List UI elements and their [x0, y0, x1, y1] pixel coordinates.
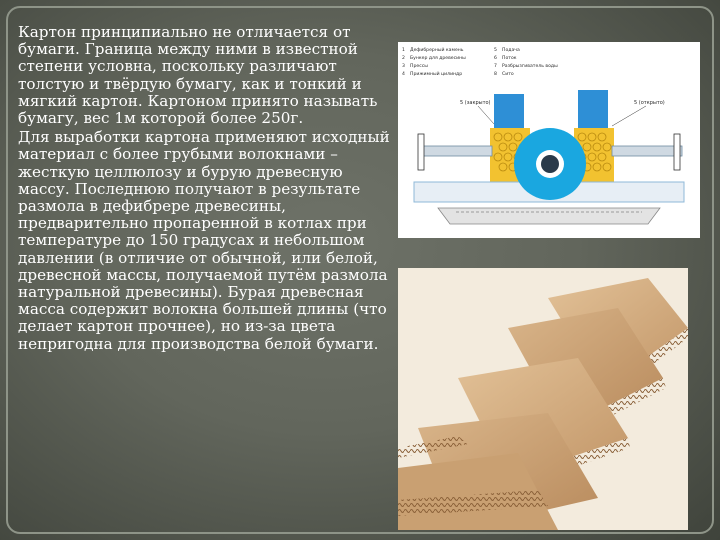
svg-text:1: 1: [402, 48, 405, 53]
label-closed: 5 (открыто): [634, 100, 665, 106]
grinding-stone: [514, 128, 586, 200]
legend-item: Подача: [502, 48, 520, 53]
cardboard-illustration: [398, 268, 688, 530]
legend-item: Дефибрерный камень: [410, 48, 464, 53]
legend-item: Бункер для древесины: [410, 56, 466, 61]
svg-text:5: 5: [494, 48, 497, 53]
svg-text:2: 2: [402, 56, 405, 61]
legend-item: Прижимный цилиндр: [410, 72, 463, 77]
defibrator-diagram: [398, 42, 700, 238]
legend-item: Разбрызгиватель воды: [502, 64, 558, 69]
legend-item: Поток: [502, 56, 517, 61]
body-text: [18, 24, 390, 353]
paragraph-1: Картон принципиально не отличается от бумаги. Граница между ними в известной степени условна, поскольку различают толстую и твёрдую бумагу, как и тонкий и мягкий картон. Картоном принято называть бумагу, вес 1м которой более 250г.: [18, 23, 378, 128]
paragraph-2: Для выработки картона применяют исходный материал с более грубыми волокнами – жесткую целлюлозу и бурую древесную массу. Последнюю получают в результате размола в дефибрере древесины, предварительно пропаренной в котлах при температуре до 150 градусах и небольшом давлении (в отличие от обычной, или белой, древесной массы, получаемой путём размола натуральной древесины). Бурая древесная масса содержит волокна большей длины (что делает картон прочнее), но из-за цвета непригодна для производства белой бумаги.: [18, 128, 390, 353]
svg-text:8: 8: [494, 72, 497, 77]
svg-text:4: 4: [402, 72, 405, 77]
diagram-svg: [398, 42, 700, 238]
svg-text:6: 6: [494, 56, 497, 61]
legend-item: Сито: [502, 72, 514, 77]
label-open: 5 (закрыто): [460, 100, 491, 106]
svg-text:3: 3: [402, 64, 405, 69]
svg-text:7: 7: [494, 64, 497, 69]
legend-item: Прессы: [410, 64, 428, 69]
cardboard-photo: [398, 268, 688, 530]
